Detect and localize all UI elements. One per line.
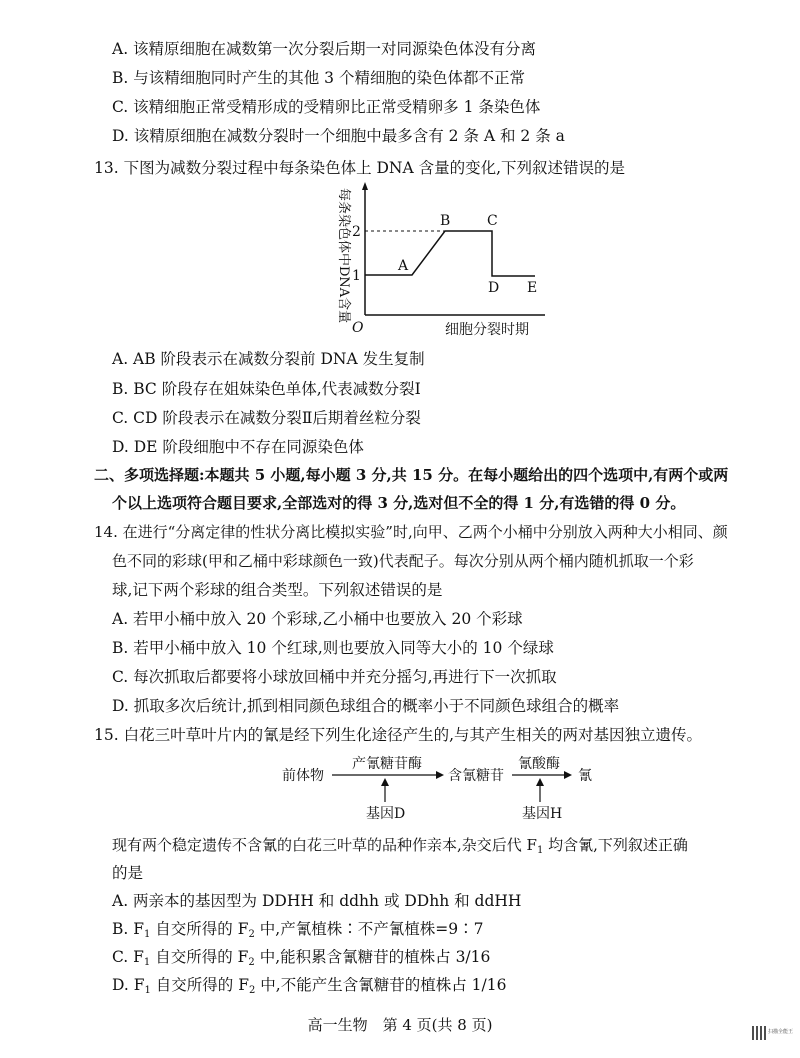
cyanide-pathway-diagram	[280, 752, 620, 824]
graph-ylabel: 每条染色体中DNA含量	[336, 188, 351, 324]
point-a: A	[398, 258, 409, 274]
q15-option-d: D. $F_1$ 自交所得的 $F_2$ 中,不能产生含氰糖苷的植株占 1/16	[112, 976, 507, 996]
graph-xlabel: 细胞分裂时期	[445, 322, 529, 338]
point-d: D	[488, 280, 500, 296]
q12-option-a: A. 该精原细胞在减数第一次分裂后期一对同源染色体没有分离	[112, 40, 537, 58]
point-e: E	[527, 280, 538, 296]
q15-stem: 15. 白花三叶草叶片内的氰是经下列生化途径产生的,与其产生相关的两对基因独立遗传。	[94, 726, 703, 744]
tick-2: 2	[352, 224, 361, 240]
q13-option-c: C. CD 阶段表示在减数分裂Ⅱ后期着丝粒分裂	[112, 409, 421, 427]
q13-option-b: B. BC 阶段存在姐妹染色单体,代表减数分裂Ⅰ	[112, 380, 421, 398]
point-c: C	[487, 213, 498, 229]
pathway-gene-h: 基因H	[522, 806, 563, 822]
q12-option-c: C. 该精细胞正常受精形成的受精卵比正常受精卵多 1 条染色体	[112, 98, 541, 116]
scanner-mark: 扫描全能王	[768, 1029, 794, 1035]
q15-option-c: C. $F_1$ 自交所得的 $F_2$ 中,能积累含氰糖苷的植株占 3/16	[112, 948, 491, 968]
point-b: B	[440, 213, 451, 229]
page-footer: 高一生物 第 4 页(共 8 页)	[307, 1016, 493, 1034]
pathway-enzyme2: 氰酸酶	[518, 756, 560, 772]
pathway-precursor: 前体物	[282, 768, 324, 784]
section2-line2: 个以上选项符合题目要求,全部选对的得 3 分,选对但不全的得 1 分,有选错的得 0 分。	[112, 494, 686, 512]
origin: O	[352, 320, 364, 336]
section2-line1: 二、多项选择题:本题共 5 小题,每小题 3 分,共 15 分。在每小题给出的四个选项中,有两个或两	[94, 466, 729, 484]
q12-option-b: B. 与该精细胞同时产生的其他 3 个精细胞的染色体都不正常	[112, 69, 525, 87]
q15-option-b: B. $F_1$ 自交所得的 $F_2$ 中,产氰植株∶不产氰植株=9∶7	[112, 920, 484, 940]
tick-1: 1	[352, 268, 361, 284]
pathway-intermediate: 含氰糖苷	[448, 768, 504, 784]
q12-option-d: D. 该精原细胞在减数分裂时一个细胞中最多含有 2 条 A 和 2 条 a	[112, 127, 565, 145]
pathway-gene-d: 基因D	[366, 806, 406, 822]
q13-option-d: D. DE 阶段细胞中不存在同源染色体	[112, 438, 364, 456]
q14-stem-line1: 14. 在进行“分离定律的性状分离比模拟实验”时,向甲、乙两个小桶中分别放入两种大小相同、颜	[94, 523, 728, 541]
dna-content-graph	[320, 180, 560, 340]
q14-option-d: D. 抓取多次后统计,抓到相同颜色球组合的概率小于不同颜色球组合的概率	[112, 697, 620, 715]
q14-option-c: C. 每次抓取后都要将小球放回桶中并充分摇匀,再进行下一次抓取	[112, 668, 557, 686]
q14-option-b: B. 若甲小桶中放入 10 个红球,则也要放入同等大小的 10 个绿球	[112, 639, 554, 657]
q14-stem-line3: 球,记下两个彩球的组合类型。下列叙述错误的是	[112, 581, 443, 599]
dna-curve	[365, 231, 535, 276]
q14-stem-line2: 色不同的彩球(甲和乙桶中彩球颜色一致)代表配子。每次分别从两个桶内随机抓取一个彩	[112, 552, 694, 570]
q13-stem: 13. 下图为减数分裂过程中每条染色体上 DNA 含量的变化,下列叙述错误的是	[94, 159, 626, 177]
q13-option-a: A. AB 阶段表示在减数分裂前 DNA 发生复制	[112, 350, 425, 368]
pathway-enzyme1: 产氰糖苷酶	[352, 756, 422, 772]
q14-option-a: A. 若甲小桶中放入 20 个彩球,乙小桶中也要放入 20 个彩球	[112, 610, 523, 628]
q15-option-a: A. 两亲本的基因型为 DDHH 和 ddhh 或 DDhh 和 ddHH	[112, 892, 522, 910]
q15-body-line2: 的是	[112, 864, 144, 882]
scanner-qr-icon	[752, 1026, 766, 1040]
pathway-product: 氰	[578, 768, 592, 784]
q15-body-line1: 现有两个稳定遗传不含氰的白花三叶草的品种作亲本,杂交后代 $F_1$ 均含氰,下列叙述正确	[112, 836, 688, 856]
